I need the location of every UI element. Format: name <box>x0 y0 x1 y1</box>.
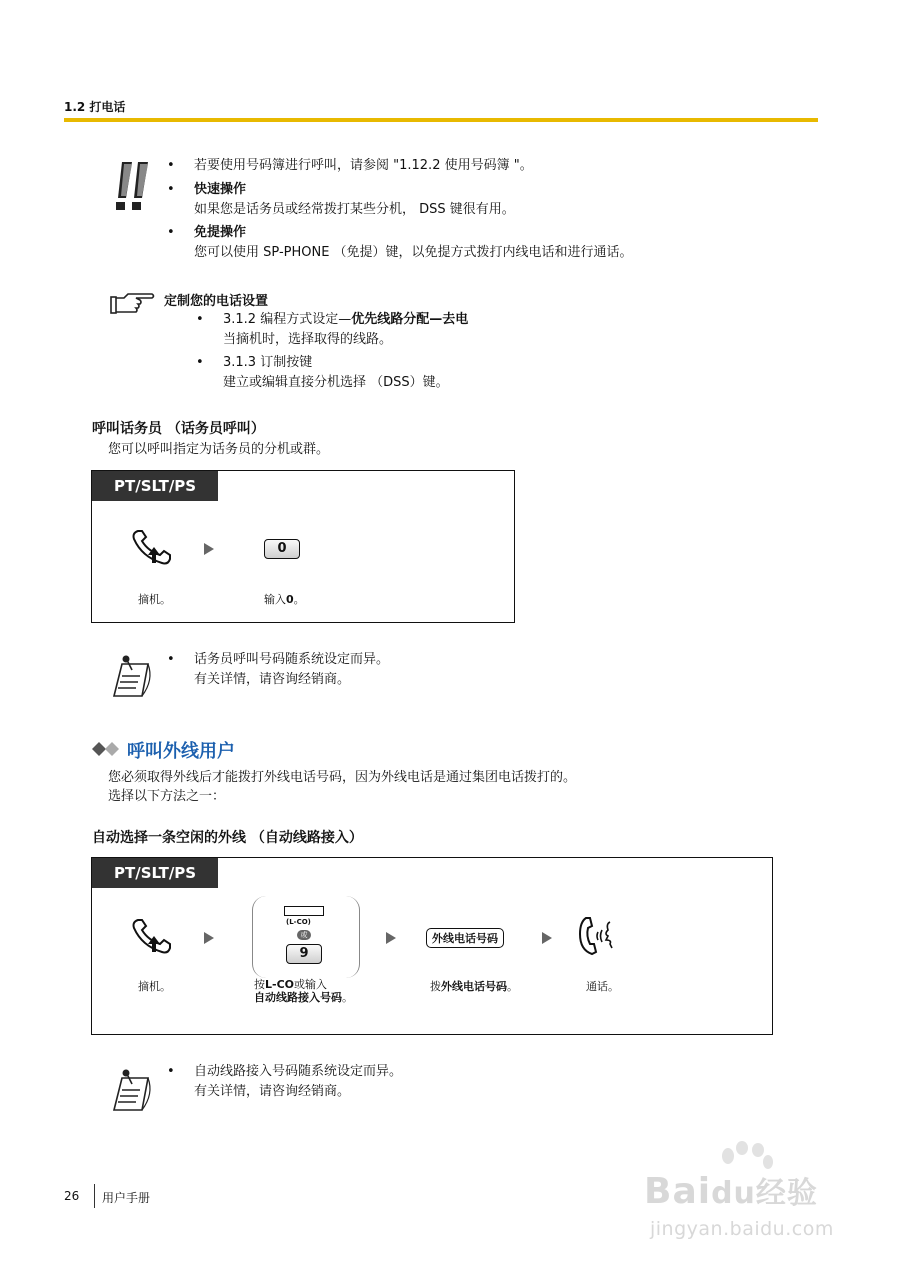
customize-item: • 3.1.3 订制按键 建立或编辑直接分机选择 （DSS）键。 <box>196 355 449 390</box>
memo-icon <box>108 652 156 706</box>
arrow-icon <box>542 932 552 944</box>
page-number: 26 <box>64 1189 80 1203</box>
arrow-icon <box>204 932 214 944</box>
watermark-url: jingyan.baidu.com <box>650 1218 834 1240</box>
memo-icon <box>108 1066 156 1120</box>
off-hook-icon <box>130 918 176 960</box>
caption-off-hook: 摘机。 <box>138 980 171 993</box>
note-text: 您可以使用 SP-PHONE （免提）键，以免提方式拨打内线电话和进行通话。 <box>194 245 633 260</box>
caption-talk: 通话。 <box>586 980 619 993</box>
external-heading: 呼叫外线用户 <box>127 741 235 762</box>
external-desc: 您必须取得外线后才能拨打外线电话号码，因为外线电话是通过集团电话拨打的。 选择以下方法之一： <box>108 770 577 804</box>
note-title: 免提操作 <box>194 225 247 240</box>
diamonds-icon <box>92 741 122 760</box>
operator-heading: 呼叫话务员 （话务员呼叫） <box>92 421 265 437</box>
caption-off-hook: 摘机。 <box>138 593 171 606</box>
memo-item: • 话务员呼叫号码随系统设定而异。 有关详情，请咨询经销商。 <box>167 652 390 687</box>
tab-pt-slt-ps: PT/SLT/PS <box>92 471 218 501</box>
note-item: • 若要使用号码簿进行呼叫，请参阅 "1.12.2 使用号码簿 "。 <box>167 158 533 173</box>
note-text: 如果您是话务员或经常拨打某些分机， DSS 键很有用。 <box>194 202 515 217</box>
outside-number-key: 外线电话号码 <box>426 928 504 948</box>
caption-lco: 按L-CO或输入 自动线路接入号码。 <box>254 978 353 1004</box>
memo-item: • 自动线路接入号码随系统设定而异。 有关详情，请咨询经销商。 <box>167 1064 403 1099</box>
lco-button <box>284 906 324 916</box>
notice-icon <box>112 160 152 216</box>
note-item: • 免提操作 您可以使用 SP-PHONE （免提）键，以免提方式拨打内线电话和进行通话。 <box>167 225 633 260</box>
key-9: 9 <box>286 944 322 964</box>
caption-enter-0: 输入0。 <box>264 593 305 606</box>
caption-dial: 拨外线电话号码。 <box>430 980 518 993</box>
key-0: 0 <box>264 539 300 559</box>
operator-procedure-box <box>91 470 515 623</box>
auto-line-procedure-box <box>91 857 773 1035</box>
watermark-logo: Baidu经验 <box>644 1171 818 1212</box>
lco-label: (L-CO) <box>286 918 311 926</box>
arrow-icon <box>204 543 214 555</box>
tab-pt-slt-ps: PT/SLT/PS <box>92 858 218 888</box>
customize-item: • 3.1.2 编程方式设定—优先线路分配—去电 当摘机时，选择取得的线路。 <box>196 312 469 347</box>
off-hook-icon <box>130 529 176 571</box>
auto-line-heading: 自动选择一条空闲的外线 （自动线路接入） <box>92 830 363 846</box>
note-title: 快速操作 <box>194 182 247 197</box>
arrow-icon <box>386 932 396 944</box>
or-badge: 或 <box>297 930 311 940</box>
note-item: • 快速操作 如果您是话务员或经常拨打某些分机， DSS 键很有用。 <box>167 182 515 217</box>
footer-title: 用户手册 <box>102 1191 151 1205</box>
footer-divider <box>94 1184 95 1208</box>
operator-desc: 您可以呼叫指定为话务员的分机或群。 <box>108 442 330 457</box>
header-rule <box>64 118 818 122</box>
talk-icon <box>576 914 622 962</box>
section-title: 1.2 打电话 <box>64 100 126 114</box>
customize-title: 定制您的电话设置 <box>164 294 269 309</box>
pointing-hand-icon <box>110 290 156 322</box>
